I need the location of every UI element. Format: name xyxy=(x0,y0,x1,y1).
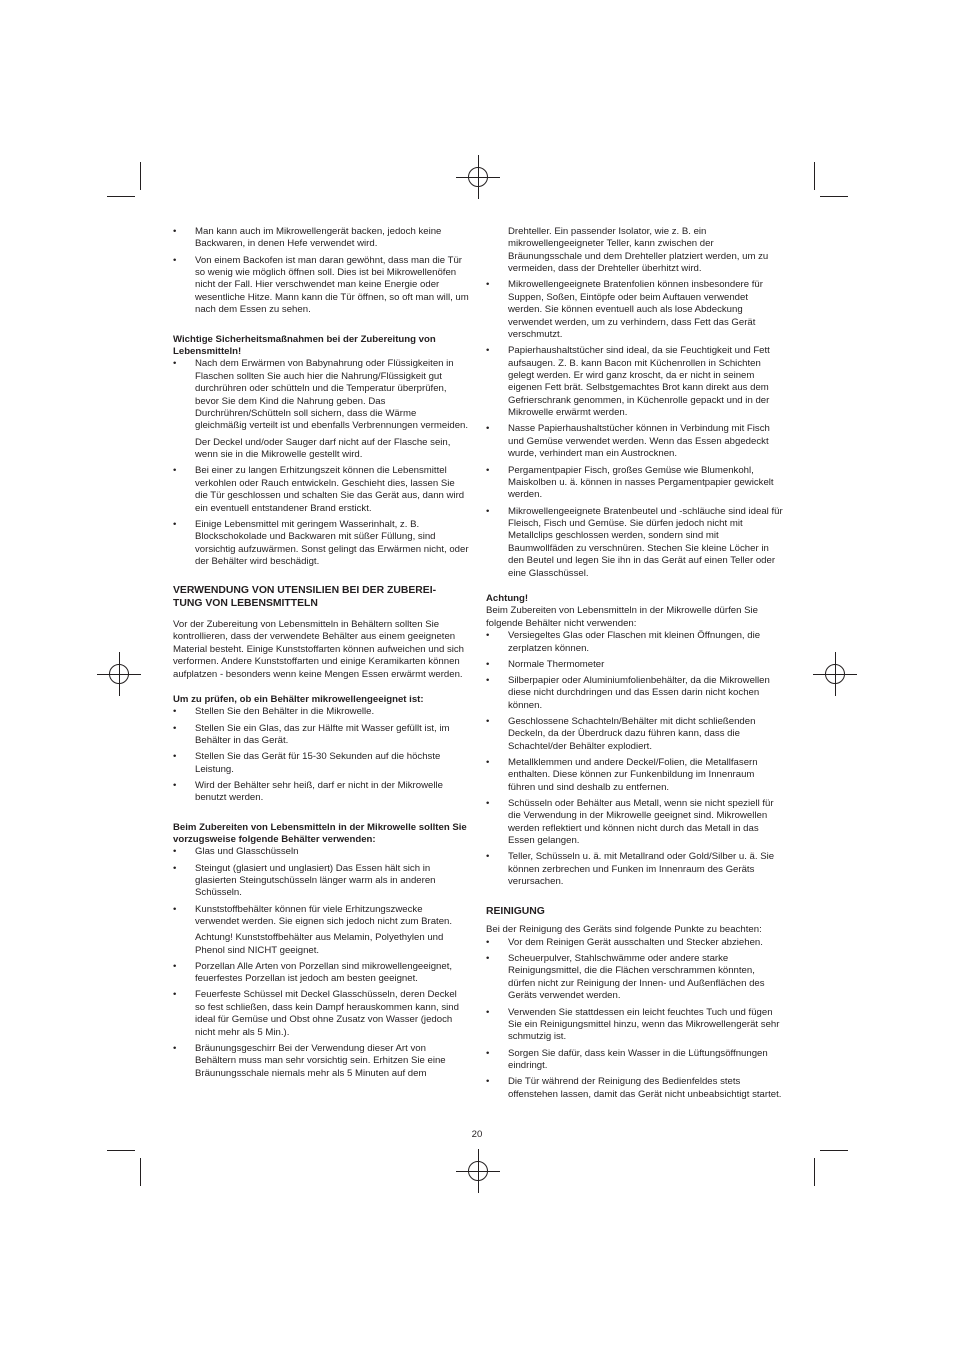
section-heading-cleaning: REINIGUNG xyxy=(486,905,545,917)
list-item: • Stellen Sie den Behälter in die Mikrowelle. xyxy=(173,706,469,718)
registration-mark-icon xyxy=(97,652,141,696)
list-item: • Stellen Sie das Gerät für 15-30 Sekunden auf die höchste Leistung. xyxy=(173,751,469,776)
intro-list xyxy=(173,226,469,317)
list-item: • Von einem Backofen ist man daran gewöhnt, dass man die Tür so wenig wie möglich öffnen soll. Dies ist bei Mikrowellenöfen nicht der Fall. Hier verschwendet man keine Energie oder wesentliche Hitze. Mann kann die Tür öffnen, so oft man will, um nach dem Essen zu sehen. xyxy=(173,255,469,317)
left-column xyxy=(173,226,469,1084)
warning-heading: Achtung! xyxy=(486,592,529,604)
crop-mark xyxy=(820,196,848,197)
page-number: 20 xyxy=(471,1129,483,1140)
safety-list xyxy=(173,358,469,568)
preferred-heading: Beim Zubereiten von Lebensmitteln in der Mikrowelle sollten Sie vorzugsweise folgende Behälter verwenden: xyxy=(173,821,467,846)
list-item: • Einige Lebensmittel mit geringem Wasserinhalt, z. B. Blockschokolade und Backwaren mit süßer Füllung, sind vorsichtig aufzuwärmen. Sonst gelingt das Erwärmen nicht, oder der Behälter wird beschädigt. xyxy=(173,519,469,569)
crop-mark xyxy=(140,1158,141,1186)
cleaning-intro: Bei der Reinigung des Geräts sind folgende Punkte zu beachten: xyxy=(486,924,762,936)
crop-mark xyxy=(107,1150,135,1151)
list-item: • Papierhaushaltstücher sind ideal, da sie Feuchtigkeit und Fett aufsaugen. Z. B. kann Bacon mit Küchenrollen in Schichten gelegt werden. Er wird ganz kroscht, da er nicht in seinem eigenen Fett brät. Selbstgemachtes Brot kann direkt aus dem Gefrierschrank genommen, in Küchenrolle gepackt und in der Mikrowelle erwärmt werden. xyxy=(486,345,784,419)
list-item: • Nasse Papierhaushaltstücher können in Verbindung mit Fisch und Gemüse verwendet werden. Wenn das Essen abgedeckt wurde, verhindert man ein Austrocknen. xyxy=(486,423,784,460)
list-item: • Versiegeltes Glas oder Flaschen mit kleinen Öffnungen, die zerplatzen können. xyxy=(486,630,784,655)
list-item: • Mikrowellengeeignete Bratenbeutel und -schläuche sind ideal für Fleisch, Fisch und Gemüse. Sie dürfen jedoch nicht mit Metallclips geschlossen werden, sondern sind mit Baumwollfäden zu verschnüren. Stechen Sie kleine Löcher in den Beutel und legen Sie ihn in das Gerät auf einen Teller oder eine Glasschüssel. xyxy=(486,506,784,580)
continuation-paragraph: Drehteller. Ein passender Isolator, wie z. B. ein mikrowellengeeigneter Teller, kann zwischen der Bräunungsschale und dem Drehteller platziert werden, um zu vermeiden, dass der Drehteller überhitzt wird. xyxy=(508,226,769,275)
list-item: • Silberpapier oder Aluminiumfolienbehälter, da die Mikrowellen diese nicht durchdringen und das Essen darin nicht kochen können. xyxy=(486,675,784,712)
list-item: • Geschlossene Schachteln/Behälter mit dicht schließenden Deckeln, da der Überdruck dazu führen kann, dass die Schachtel/der Behälter explodiert. xyxy=(486,716,784,753)
preferred-list xyxy=(173,846,469,1080)
list-item: • Stellen Sie ein Glas, das zur Hälfte mit Wasser gefüllt ist, im Behälter in das Gerät. xyxy=(173,723,469,748)
list-item: • Feuerfeste Schüssel mit Deckel Glasschüsseln, deren Deckel so fest schließen, dass kein Dampf herauskommen kann, sind ideal für Gemüse und Obst ohne Zusatz von Wasser (jedoch nicht mehr als 5 Min.). xyxy=(173,989,469,1039)
list-item: • Mikrowellengeeignete Bratenfolien können insbesondere für Suppen, Soßen, Eintöpfe oder beim Auftauen verwendet werden. Sie können eventuell auch als lose Abdeckung verwendet werden, um zu verhindern, dass Fett das Gerät verschmutzt. xyxy=(486,279,784,341)
registration-mark-icon xyxy=(456,1149,500,1193)
crop-mark xyxy=(107,196,135,197)
crop-mark xyxy=(814,1158,815,1186)
list-item: • Porzellan Alle Arten von Porzellan sind mikrowellengeeignet, feuerfestes Porzellan ist jedoch am besten geeignet. xyxy=(173,961,469,986)
list-item: • Metallklemmen und andere Deckel/Folien, die Metallfasern enthalten. Diese können zur Funkenbildung im Innenraum führen und sind deshalb zu entfernen. xyxy=(486,757,784,794)
materials-list xyxy=(486,279,784,580)
crop-mark xyxy=(140,162,141,190)
test-heading: Um zu prüfen, ob ein Behälter mikrowellengeeignet ist: xyxy=(173,693,424,705)
utensils-paragraph: Vor der Zubereitung von Lebensmitteln in Behältern sollten Sie kontrollieren, dass der verwendete Behälter aus einem geeigneten Material besteht. Einige Kunststoffarten können aufweichen und sich verformen. Andere Kunststoffarten und einige Keramikarten können aufplatzen - besonders wenn keine Mengen Essen erwärmt werden. xyxy=(173,618,465,680)
list-item: • Bei einer zu langen Erhitzungszeit können die Lebensmittel verkohlen oder Rauch entwickeln. Geschieht dies, lassen Sie die Tür geschlossen und schalten Sie das Gerät aus, dann wird ein eventuell entstandener Brand erstickt. xyxy=(173,465,469,515)
list-item: • Schüsseln oder Behälter aus Metall, wenn sie nicht speziell für die Verwendung in der Mikrowelle geeignet sind. Mikrowellen werden reflektiert und können nicht durch das Metall in das Essen gelangen. xyxy=(486,798,784,848)
list-item: • Normale Thermometer xyxy=(486,659,784,671)
warning-intro: Beim Zubereiten von Lebensmitteln in der Mikrowelle dürfen Sie folgende Behälter nicht verwenden: xyxy=(486,605,758,629)
list-item: • Kunststoffbehälter können für viele Erhitzungszwecke verwendet werden. Sie eignen sich jedoch nicht zum Braten. Achtung! Kunststoffbehälter aus Melamin, Polyethylen und Phenol sind NICHT geeignet. xyxy=(173,904,469,957)
list-item: • Vor dem Reinigen Gerät ausschalten und Stecker abziehen. xyxy=(486,937,784,949)
crop-mark xyxy=(814,162,815,190)
list-item: • Sorgen Sie dafür, dass kein Wasser in die Lüftungsöffnungen eindringt. xyxy=(486,1048,784,1073)
list-item: • Pergamentpapier Fisch, großes Gemüse wie Blumenkohl, Maiskolben u. ä. können in nasses Pergamentpapier gewickelt werden. xyxy=(486,465,784,502)
list-item: • Nach dem Erwärmen von Babynahrung oder Flüssigkeiten in Flaschen sollten Sie auch hier die Nahrung/Flüssigkeit gut durchrühren oder schütteln und die Temperatur überprüfen, bevor Sie dem Kind die Nahrung geben. Das Durchrühren/Schütteln soll sichern, dass die Wärme gleichmäßig verteilt ist und ebenfalls Verbrennungen vermeiden. Der Deckel und/oder Sauger darf nicht auf der Flasche sein, wenn sie in die Mikrowelle gestellt wird. xyxy=(173,358,469,461)
section-heading-utensils: VERWENDUNG VON UTENSILIEN BEI DER ZUBEREI- TUNG VON LEBENSMITTELN xyxy=(173,585,437,610)
list-item: • Die Tür während der Reinigung des Bedienfeldes stets offenstehen lassen, damit das Gerät nicht unbeabsichtigt startet. xyxy=(486,1076,784,1101)
list-item: • Verwenden Sie stattdessen ein leicht feuchtes Tuch und fügen Sie ein Reinigungsmittel hinzu, wenn das Mikrowellengerät sehr schmutzig ist. xyxy=(486,1007,784,1044)
list-item: • Wird der Behälter sehr heiß, darf er nicht in der Mikrowelle benutzt werden. xyxy=(173,780,469,805)
list-item: • Steingut (glasiert und unglasiert) Das Essen hält sich in glasierten Steingutschüsseln länger warm als in anderen Schüsseln. xyxy=(173,863,469,900)
crop-mark xyxy=(820,1150,848,1151)
safety-heading: Wichtige Sicherheitsmaßnahmen bei der Zubereitung von Lebensmitteln! xyxy=(173,333,436,358)
cleaning-list xyxy=(486,937,784,1101)
list-item: • Man kann auch im Mikrowellengerät backen, jedoch keine Backwaren, in denen Hefe verwendet wird. xyxy=(173,226,469,251)
warning-list xyxy=(486,630,784,889)
registration-mark-icon xyxy=(813,652,857,696)
list-item: • Bräunungsgeschirr Bei der Verwendung dieser Art von Behältern muss man sehr vorsichtig sein. Erhitzen Sie eine Bräunungsschale niemals mehr als 5 Minuten auf dem xyxy=(173,1043,469,1080)
registration-mark-icon xyxy=(456,155,500,199)
test-list xyxy=(173,706,469,804)
list-item: • Scheuerpulver, Stahlschwämme oder andere starke Reinigungsmittel, die die Flächen verschrammen könnten, dürfen nicht zur Reinigung der Innen- und Außenflächen des Geräts verwendet werden. xyxy=(486,953,784,1003)
list-item: • Glas und Glasschüsseln xyxy=(173,846,469,858)
list-item: • Teller, Schüsseln u. ä. mit Metallrand oder Gold/Silber u. ä. Sie können zerbrechen und Funken im Innenraum des Geräts verursachen. xyxy=(486,851,784,888)
right-column xyxy=(486,226,784,1105)
